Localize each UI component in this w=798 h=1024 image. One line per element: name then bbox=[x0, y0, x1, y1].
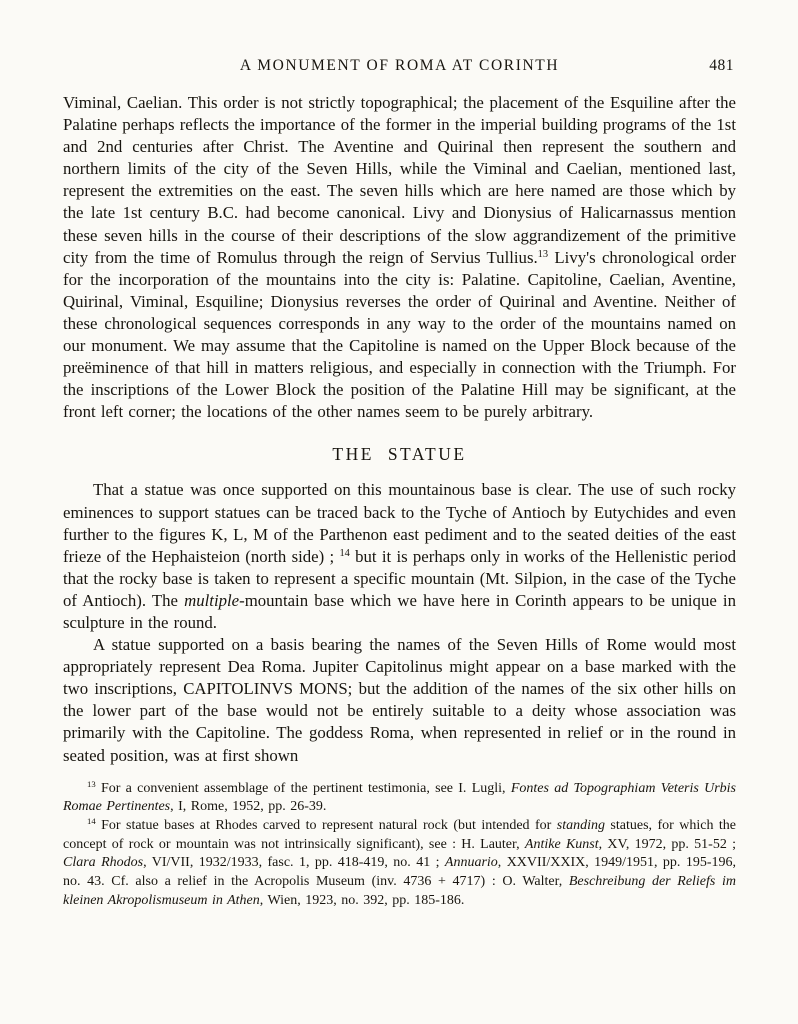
paragraph: Viminal, Caelian. This order is not strictly topographical; the placement of the Esquiline after the Palatine perhaps reflects the importance of the former in the imperial building programs of the 1st and 2nd centuries after Christ. The Aventine and Quirinal then represent the southern and northern limits of the city of the Seven Hills, while the Viminal and Caelian, mentioned last, represent the extremities on the east. The seven hills which are here named are those which by the late 1st century B.C. had become canonical. Livy and Dionysius of Halicarnassus mention these seven hills in the course of their descriptions of the slow aggrandizement of the primitive city from the time of Romulus through the reign of Servius Tullius.$^{13}$ Livy's chronological order for the incorporation of the mountains into the city is: Palatine. Capitoline, Caelian, Aventine, Quirinal, Viminal, Esquiline; Dionysius reverses the order of Quirinal and Aventine. Neither of these chronological sequences corresponds in any way to the order of the mountains named on our monument. We may assume that the Capitoline is named on the Upper Block because of the preëminence of that hill in matters religious, and especially in connection with the Triumph. For the inscriptions of the Lower Block the position of the Palatine Hill may be significant, at the front left corner; the locations of the other names seem to be purely arbitrary. bbox=[63, 93, 736, 422]
page-number: 481 bbox=[709, 57, 734, 74]
article-body bbox=[63, 92, 736, 911]
footnotes-section bbox=[63, 780, 736, 911]
page-header bbox=[63, 57, 736, 75]
paragraph: A statue supported on a basis bearing the names of the Seven Hills of Rome would most appropriately represent Dea Roma. Jupiter Capitolinus might appear on a base marked with the two inscriptions, CAPITOLINVS MONS; but the addition of the names of the six other hills on the lower part of the base would not be entirely suitable to a deity whose association was primarily with the Capitoline. The goddess Roma, when represented in relief or in the round in seated position, was at first shown bbox=[63, 635, 736, 765]
running-head-title: A MONUMENT OF ROMA AT CORINTH bbox=[239, 57, 560, 74]
footnote-13: $^{13}$ For a convenient assemblage of the pertinent testimonia, see I. Lugli, Fontes ad Topographiam Veteris Urbis Romae Pertinentes, I, Rome, 1952, pp. 26-39. bbox=[63, 778, 736, 815]
paragraph: That a statue was once supported on this mountainous base is clear. The use of such rocky eminences to support statues can be traced back to the Tyche of Antioch by Eutychides and even further to the figures K, L, M of the Parthenon east pediment and to the seated deities of the east frieze of the Hephaisteion (north side) ; $^{14}$ but it is perhaps only in works of the Hellenistic period that the rocky base is taken to represent a specific mountain (Mt. Silpion, in the case of the Tyche of Antioch). The multiple-mountain base which we have here in Corinth appears to be unique in sculpture in the round. bbox=[63, 480, 736, 632]
section-heading: THE STATUE bbox=[332, 444, 467, 465]
footnote-14: $^{14}$ For statue bases at Rhodes carved to represent natural rock (but intended for standing statues, for which the concept of rock or mountain was not intrinsically significant), see : H. Lauter, Antike Kunst, XV, 1972, pp. 51-52 ; Clara Rhodos, VI/VII, 1932/1933, fasc. 1, pp. 418-419, no. 41 ; Annuario, XXVII/XXIX, 1949/1951, pp. 195-196, no. 43. Cf. also a relief in the Acropolis Museum (inv. 4736 + 4717) : O. Walter, Beschreibung der Reliefs im kleinen Akropolismuseum in Athen, Wien, 1923, no. 392, pp. 185-186. bbox=[63, 816, 737, 908]
